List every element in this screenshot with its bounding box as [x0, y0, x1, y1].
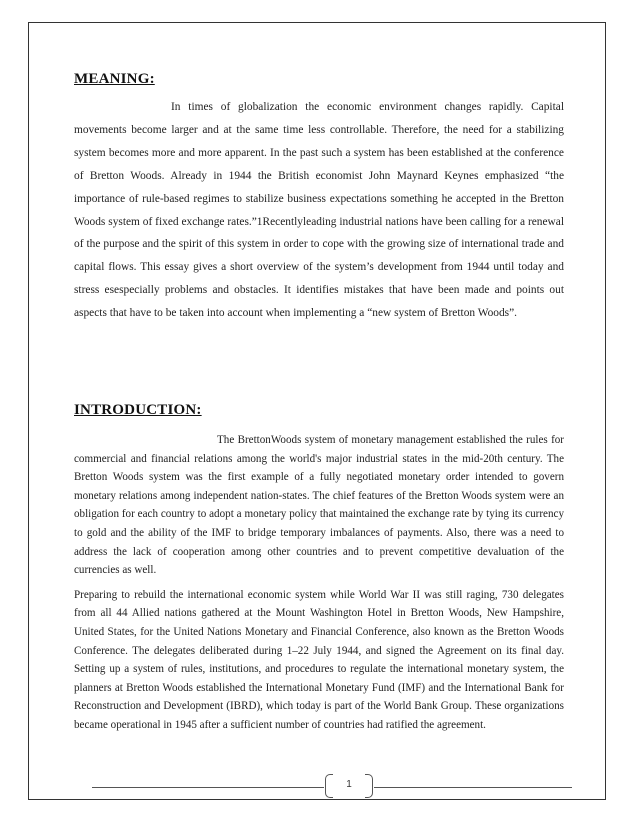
page-number: 1	[346, 779, 352, 790]
introduction-paragraph-2: Preparing to rebuild the international economic system while World War II was still raging, 730 delegates from all 44 Allied nations gathered at the Mount Washington Hotel in Bretton Woods, New Hampshire, United States, for the United Nations Monetary and Financial Conference, also known as the Bretton Woods Conference. The delegates deliberated during 1–22 July 1944, and signed the Agreement on its final day. Setting up a system of rules, institutions, and procedures to regulate the international monetary system, the planners at Bretton Woods established the International Monetary Fund (IMF) and the International Bank for Reconstruction and Development (IBRD), which today is part of the World Bank Group. These organizations became operational in 1945 after a sufficient number of countries had ratified the agreement.	[74, 588, 564, 731]
footer-bracket-left	[325, 774, 333, 798]
meaning-paragraph: In times of globalization the economic environment changes rapidly. Capital movements become larger and at the same time less controllable. Therefore, the need for a stabilizing system becomes more and more apparent. In the past such a system has been established at the conference of Bretton Woods. Already in 1944 the British economist John Maynard Keynes emphasized “the importance of rule-based regimes to stabilize business expectations something he accepted in the Bretton Woods system of fixed exchange rates.”1Recentlyleading industrial nations have been calling for a renewal of the purpose and the spirit of this system in order to cope with the growing size of international trade and capital flows. This essay gives a short overview of the system’s development from 1944 until today and stress esespecially problems and obstacles. It identifies mistakes that have been made and points out aspects that have to be taken into account when implementing a “new system of Bretton Woods”.	[74, 101, 564, 320]
meaning-section	[74, 71, 564, 325]
footer-rule-left	[92, 787, 324, 788]
footer-bracket-right	[365, 774, 373, 798]
page-footer	[28, 774, 606, 800]
introduction-section	[74, 402, 564, 735]
introduction-paragraph-1: The BrettonWoods system of monetary management established the rules for commercial and financial relations among the world's major industrial states in the mid-20th century. The Bretton Woods system was the first example of a fully negotiated monetary order intended to govern monetary relations among independent nation-states. The chief features of the Bretton Woods system were an obligation for each country to adopt a monetary policy that maintained the exchange rate by tying its currency to gold and the ability of the IMF to bridge temporary imbalances of payments. Also, there was a need to address the lack of cooperation among other countries and to prevent competitive devaluation of the currencies as well.	[74, 434, 564, 577]
footer-rule-right	[374, 787, 572, 788]
meaning-heading: MEANING:	[74, 71, 155, 87]
introduction-heading: INTRODUCTION:	[74, 402, 202, 418]
